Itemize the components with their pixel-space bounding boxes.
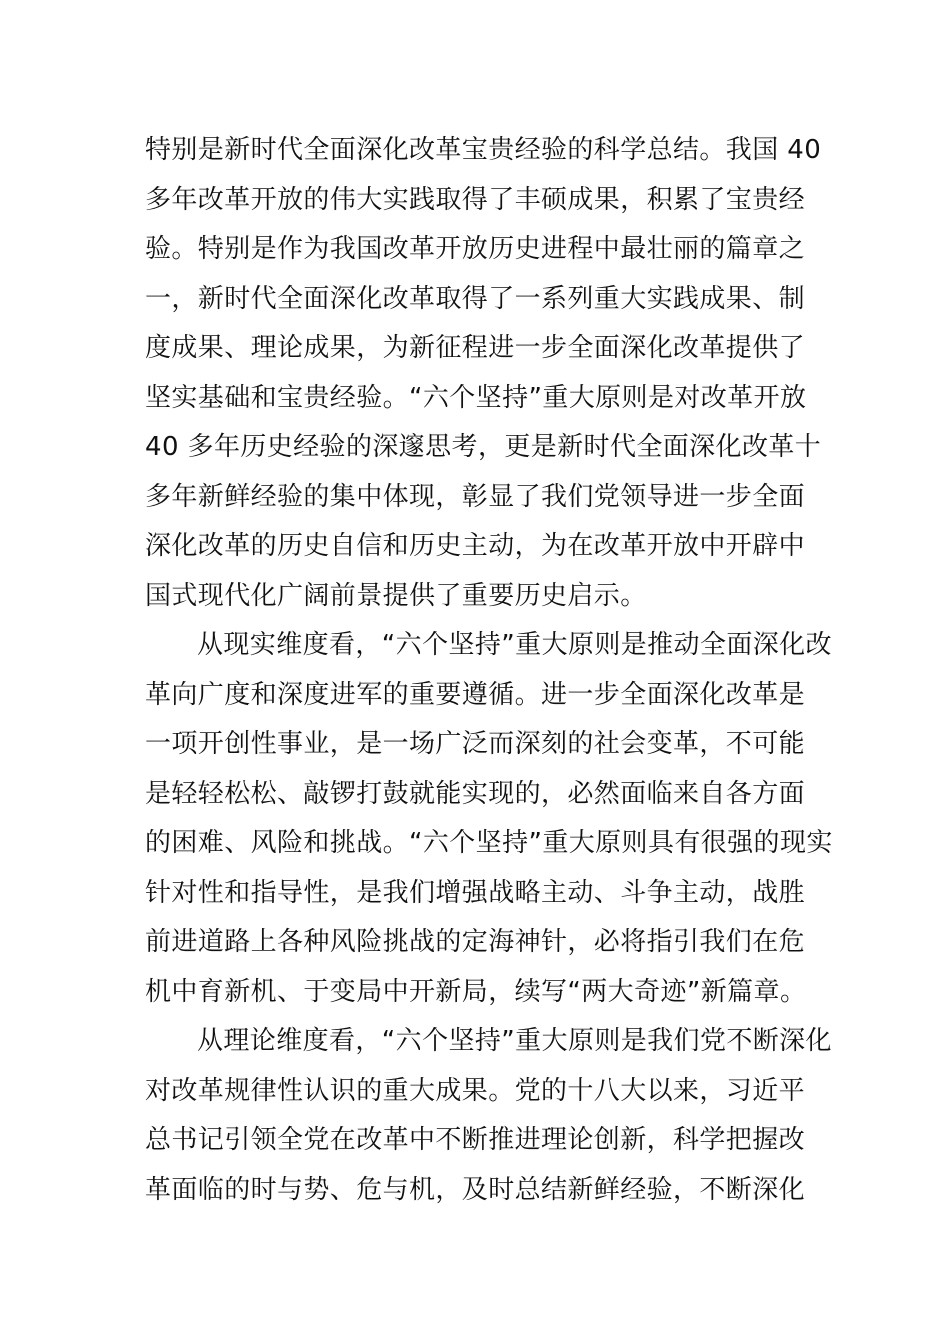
text-line: 革向广度和深度进军的重要遵循。进一步全面深化改革是	[145, 679, 806, 710]
text-line: 一项开创性事业，是一场广泛而深刻的社会变革，不可能	[145, 729, 806, 759]
text-line: 机中育新机、于变局中开新局，续写“两大奇迹”新篇章。	[145, 976, 807, 1007]
text-line: 总书记引领全党在改革中不断推进理论创新，科学把握改	[145, 1125, 806, 1155]
text-line: 多年改革开放的伟大实践取得了丰硕成果，积累了宝贵经	[145, 184, 806, 215]
text-line: 度成果、理论成果，为新征程进一步全面深化改革提供了	[145, 333, 806, 363]
text-line: 国式现代化广阔前景提供了重要历史启示。	[145, 580, 647, 611]
document-body	[145, 126, 833, 1215]
text-line: 前进道路上各种风险挑战的定海神针，必将指引我们在危	[145, 927, 806, 957]
text-line: 是轻轻松松、敲锣打鼓就能实现的，必然面临来自各方面	[145, 778, 806, 809]
text-line: 验。特别是作为我国改革开放历史进程中最壮丽的篇章之	[145, 234, 806, 264]
text-line: 深化改革的历史自信和历史主动，为在改革开放中开辟中	[145, 531, 806, 561]
text-line: 40 多年历史经验的深邃思考，更是新时代全面深化改革十	[145, 432, 822, 462]
text-line: 特别是新时代全面深化改革宝贵经验的科学总结。我国 40	[145, 135, 822, 165]
text-line: 多年新鲜经验的集中体现，彰显了我们党领导进一步全面	[145, 481, 806, 512]
text-line: 坚实基础和宝贵经验。“六个坚持”重大原则是对改革开放	[145, 382, 807, 413]
text-line: 一，新时代全面深化改革取得了一系列重大实践成果、制	[145, 283, 806, 314]
text-line: 针对性和指导性，是我们增强战略主动、斗争主动，战胜	[145, 877, 806, 908]
text-line: 的困难、风险和挑战。“六个坚持”重大原则具有很强的现实	[145, 828, 833, 858]
text-line: 革面临的时与势、危与机，及时总结新鲜经验，不断深化	[145, 1174, 806, 1205]
text-line: 对改革规律性认识的重大成果。党的十八大以来，习近平	[145, 1075, 806, 1106]
paragraph-first-line: 从理论维度看，“六个坚持”重大原则是我们党不断深化	[197, 1026, 832, 1056]
paragraph-first-line: 从现实维度看，“六个坚持”重大原则是推动全面深化改	[197, 630, 832, 660]
